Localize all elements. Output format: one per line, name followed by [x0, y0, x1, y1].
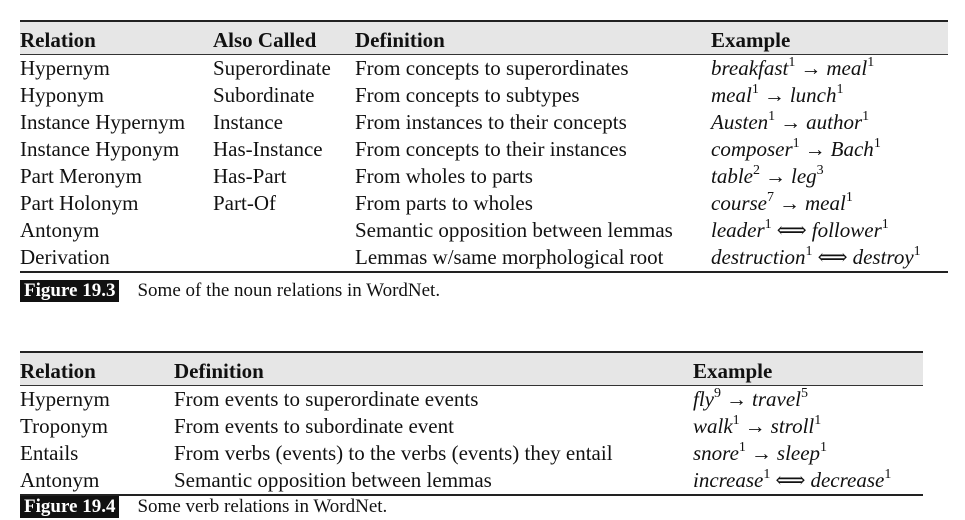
example-right-sense: 1: [820, 440, 828, 455]
table-header-row: [20, 352, 923, 386]
example-arrow: →: [779, 191, 800, 215]
example-right-sense: 1: [884, 467, 892, 482]
example-right-sense: 3: [816, 163, 824, 178]
cell-also-called: Subordinate: [213, 83, 315, 107]
cell-relation: Antonym: [20, 467, 174, 495]
example-right-sense: 1: [862, 109, 870, 124]
verb-relations-table: [20, 351, 923, 496]
figure-caption-noun: [20, 280, 440, 302]
example-left-word: walk: [693, 414, 733, 438]
example-right-word: leg: [791, 164, 817, 188]
example-left-sense: 1: [792, 136, 800, 151]
example-right-word: travel: [752, 387, 801, 411]
table-row: [20, 467, 923, 495]
example-left-sense: 1: [805, 244, 813, 259]
example-arrow: →: [765, 164, 786, 188]
example-right-sense: 1: [845, 190, 853, 205]
cell-example: [693, 440, 923, 467]
table-row: [20, 136, 948, 163]
table-row: [20, 190, 948, 217]
cell-relation: Entails: [20, 441, 79, 465]
example-left-word: fly: [693, 387, 714, 411]
cell-definition: Semantic opposition between lemmas: [355, 218, 673, 242]
cell-definition: From verbs (events) to the verbs (events) they entail: [174, 441, 613, 465]
cell-also-called: Superordinate: [213, 56, 331, 80]
example-left-word: snore: [693, 441, 739, 465]
cell-relation: Antonym: [20, 218, 100, 242]
example-left-word: Austen: [711, 110, 769, 134]
example-arrow: →: [780, 110, 802, 134]
column-header-definition: Definition: [174, 352, 693, 386]
example-left-sense: 1: [763, 467, 771, 482]
column-header-example: Example: [711, 21, 948, 55]
cell-relation: Instance Hypernym: [20, 110, 186, 134]
example-left-sense: 1: [788, 55, 796, 70]
cell-definition: From events to subordinate event: [174, 414, 454, 438]
table-row: [20, 163, 948, 190]
cell-definition: From instances to their concepts: [355, 110, 627, 134]
cell-definition: From parts to wholes: [355, 191, 533, 215]
table-row: [20, 440, 923, 467]
cell-example: [711, 163, 948, 190]
cell-relation: Hypernym: [20, 387, 110, 411]
cell-example: [711, 55, 948, 83]
example-right-sense: 1: [873, 136, 881, 151]
example-left-sense: 2: [753, 163, 760, 178]
cell-example: [711, 244, 948, 272]
cell-relation: Hypernym: [20, 56, 110, 80]
cell-definition: Lemmas w/same morphological root: [355, 244, 711, 272]
example-left-sense: 1: [738, 440, 746, 455]
example-right-sense: 1: [881, 217, 889, 232]
cell-relation: Instance Hyponym: [20, 137, 180, 161]
cell-also-called: Instance: [213, 110, 283, 134]
cell-example: [693, 386, 923, 414]
cell-relation: Hyponym: [20, 83, 104, 107]
cell-also-called: Part-Of: [213, 191, 276, 215]
example-right-sense: 5: [800, 386, 808, 401]
cell-definition: From concepts to their instances: [355, 137, 627, 161]
example-right-sense: 1: [814, 413, 822, 428]
cell-also-called: Has-Part: [213, 164, 287, 188]
example-left-sense: 1: [732, 413, 740, 428]
cell-relation: Part Holonym: [20, 191, 139, 215]
example-right-word: decrease: [810, 468, 885, 492]
noun-relations-table: [20, 20, 948, 273]
table-header-row: [20, 21, 948, 55]
example-arrow: ⟺: [775, 468, 806, 492]
cell-also-called: [213, 244, 355, 272]
example-arrow: →: [726, 387, 747, 411]
example-right-word: sleep: [776, 441, 821, 465]
example-arrow: →: [744, 414, 766, 438]
example-right-sense: 1: [836, 82, 844, 97]
example-arrow: ⟺: [776, 218, 807, 242]
caption-text: Some verb relations in WordNet.: [137, 496, 388, 517]
cell-relation: Troponym: [20, 414, 108, 438]
cell-also-called: Has-Instance: [213, 137, 323, 161]
example-arrow: ⟺: [817, 245, 848, 269]
cell-relation: Derivation: [20, 244, 213, 272]
example-right-word: meal: [826, 56, 868, 80]
example-arrow: →: [750, 441, 772, 465]
cell-relation: Part Meronym: [20, 164, 142, 188]
example-left-word: leader: [711, 218, 765, 242]
example-left-word: meal: [711, 83, 752, 107]
cell-example: [711, 190, 948, 217]
example-right-word: follower: [811, 218, 882, 242]
cell-example: [711, 109, 948, 136]
example-left-word: composer: [711, 137, 793, 161]
example-right-word: stroll: [770, 414, 815, 438]
cell-example: [693, 467, 923, 495]
cell-example: [711, 217, 948, 244]
table-row: [20, 244, 948, 272]
cell-example: [693, 413, 923, 440]
table-row: [20, 217, 948, 244]
cell-example: [711, 82, 948, 109]
figure-label: Figure 19.4: [20, 496, 119, 518]
table-row: [20, 109, 948, 136]
table-row: [20, 55, 948, 83]
example-left-sense: 9: [714, 386, 721, 401]
example-left-word: table: [711, 164, 753, 188]
cell-also-called: [213, 217, 355, 244]
example-right-sense: 1: [913, 244, 921, 259]
example-left-word: breakfast: [711, 56, 789, 80]
column-header-also-called: Also Called: [213, 21, 355, 55]
table-row: [20, 386, 923, 414]
table-row: [20, 413, 923, 440]
column-header-relation: Relation: [20, 21, 213, 55]
figure-caption-verb: [20, 496, 387, 518]
example-left-sense: 1: [768, 109, 776, 124]
example-arrow: →: [763, 83, 785, 107]
column-header-definition: Definition: [355, 21, 711, 55]
cell-definition: From wholes to parts: [355, 164, 533, 188]
cell-example: [711, 136, 948, 163]
cell-definition: Semantic opposition between lemmas: [174, 467, 693, 495]
cell-definition: From concepts to superordinates: [355, 56, 629, 80]
example-left-sense: 1: [764, 217, 772, 232]
example-left-word: course: [711, 191, 767, 215]
example-left-sense: 1: [751, 82, 759, 97]
column-header-relation: Relation: [20, 352, 174, 386]
figure-label: Figure 19.3: [20, 280, 119, 302]
caption-text: Some of the noun relations in WordNet.: [137, 280, 441, 301]
cell-definition: From events to superordinate events: [174, 387, 479, 411]
column-header-example: Example: [693, 352, 923, 386]
example-right-word: destroy: [852, 245, 914, 269]
table-row: [20, 82, 948, 109]
example-right-word: meal: [805, 191, 846, 215]
example-left-word: increase: [693, 468, 764, 492]
example-right-word: lunch: [789, 83, 837, 107]
example-arrow: →: [800, 56, 822, 80]
example-arrow: →: [804, 137, 826, 161]
cell-definition: From concepts to subtypes: [355, 83, 580, 107]
example-right-word: author: [806, 110, 863, 134]
example-left-word: destruction: [711, 245, 806, 269]
example-right-word: Bach: [830, 137, 874, 161]
example-right-sense: 1: [867, 55, 875, 70]
example-left-sense: 7: [767, 190, 774, 205]
